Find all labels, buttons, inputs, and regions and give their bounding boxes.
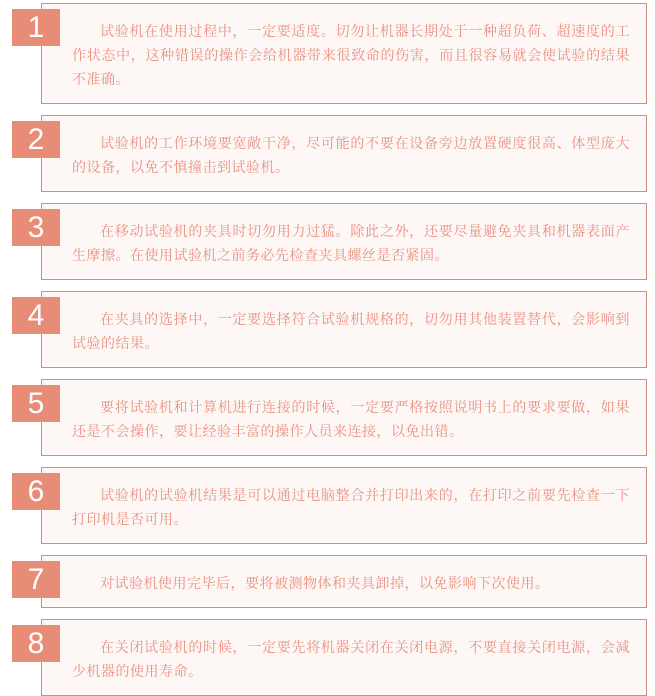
rule-item bbox=[0, 619, 647, 696]
item-text: 要将试验机和计算机进行连接的时候，一定要严格按照说明书上的要求要做，如果还是不会操作，要让经验丰富的操作人员来连接，以免出错。 bbox=[72, 399, 630, 439]
rule-item bbox=[0, 555, 647, 608]
rule-item bbox=[0, 379, 647, 456]
rule-item bbox=[0, 115, 647, 192]
rule-text-box bbox=[41, 203, 647, 280]
item-number-badge: 2 bbox=[12, 121, 60, 158]
item-text: 试验机在使用过程中，一定要适度。切勿让机器长期处于一种超负荷、超速度的工作状态中，这种错误的操作会给机器带来很致命的伤害，而且很容易就会使试验的结果不准确。 bbox=[72, 23, 630, 87]
item-number-badge: 7 bbox=[12, 561, 60, 598]
item-text: 在夹具的选择中，一定要选择符合试验机规格的，切勿用其他装置替代，会影响到试验的结果。 bbox=[72, 311, 630, 351]
rule-text-box bbox=[41, 3, 647, 104]
rule-text-box bbox=[41, 619, 647, 696]
rule-item bbox=[0, 3, 647, 104]
item-text: 在关闭试验机的时候，一定要先将机器关闭在关闭电源，不要直接关闭电源，会减少机器的使用寿命。 bbox=[72, 639, 630, 679]
item-number-badge: 4 bbox=[12, 297, 60, 334]
rule-item bbox=[0, 203, 647, 280]
item-text: 试验机的工作环境要宽敞干净，尽可能的不要在设备旁边放置硬度很高、体型庞大的设备，以免不慎撞击到试验机。 bbox=[72, 135, 630, 175]
item-number-badge: 8 bbox=[12, 625, 60, 662]
item-number-badge: 3 bbox=[12, 209, 60, 246]
rule-item bbox=[0, 291, 647, 368]
rule-item bbox=[0, 467, 647, 544]
rule-text-box bbox=[41, 379, 647, 456]
item-text: 试验机的试验机结果是可以通过电脑整合并打印出来的，在打印之前要先检查一下打印机是否可用。 bbox=[72, 487, 630, 527]
item-text: 在移动试验机的夹具时切勿用力过猛。除此之外，还要尽量避免夹具和机器表面产生摩擦。在使用试验机之前务必先检查夹具螺丝是否紧固。 bbox=[72, 223, 630, 263]
item-number-badge: 5 bbox=[12, 385, 60, 422]
rule-text-box bbox=[41, 115, 647, 192]
rule-text-box bbox=[41, 291, 647, 368]
item-number-badge: 6 bbox=[12, 473, 60, 510]
item-text: 对试验机使用完毕后，要将被测物体和夹具卸掉，以免影响下次使用。 bbox=[100, 575, 550, 591]
rule-text-box bbox=[41, 555, 647, 608]
rule-text-box bbox=[41, 467, 647, 544]
rules-list bbox=[0, 3, 655, 696]
item-number-badge: 1 bbox=[12, 9, 60, 46]
